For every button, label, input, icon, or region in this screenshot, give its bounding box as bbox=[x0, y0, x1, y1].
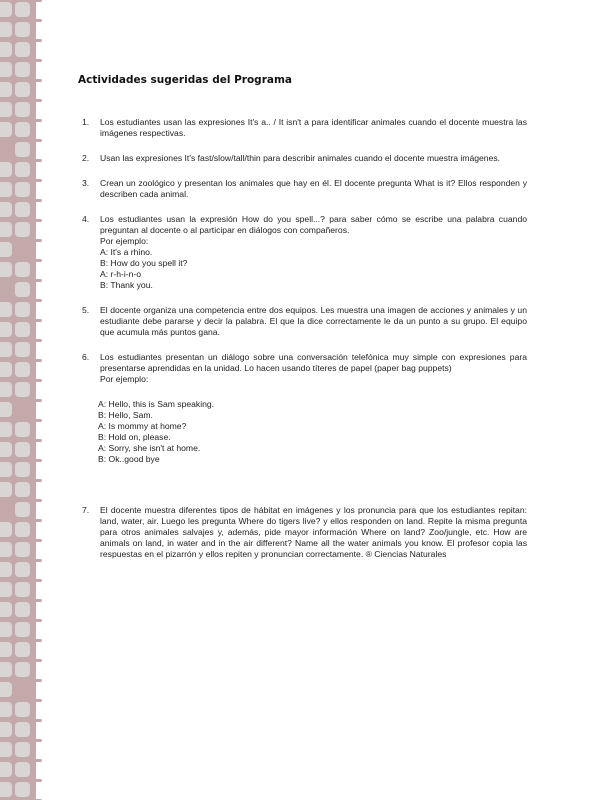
list-item bbox=[82, 305, 527, 338]
pattern-tile bbox=[0, 42, 12, 57]
pattern-tile bbox=[0, 302, 12, 317]
list-item bbox=[82, 153, 527, 164]
pattern-notch bbox=[34, 419, 42, 422]
pattern-tile bbox=[0, 442, 12, 457]
pattern-notch bbox=[34, 279, 42, 282]
pattern-tile bbox=[15, 662, 30, 677]
pattern-tile bbox=[15, 722, 30, 737]
pattern-tile bbox=[15, 2, 30, 17]
item-text: Crean un zoológico y presentan los animales que hay en él. El docente pregunta What is it? Ellos responden y describen cada animal. bbox=[100, 178, 527, 199]
pattern-notch bbox=[34, 779, 42, 782]
pattern-tile bbox=[0, 102, 12, 117]
pattern-tile bbox=[0, 222, 12, 237]
item-text: Los estudiantes usan la expresión How do you spell...? para saber cómo se escribe una palabra cuando preguntan al docente o al participar en diálogos con compañeros. bbox=[100, 214, 527, 235]
pattern-tile bbox=[0, 122, 12, 137]
pattern-tile bbox=[0, 742, 12, 757]
item-number: 6. bbox=[82, 352, 90, 362]
pattern-tile bbox=[15, 402, 30, 417]
pattern-notch bbox=[34, 99, 42, 102]
pattern-tile bbox=[0, 262, 12, 277]
pattern-tile bbox=[15, 482, 30, 497]
pattern-tile bbox=[0, 782, 12, 797]
pattern-notch bbox=[34, 39, 42, 42]
pattern-notch bbox=[34, 619, 42, 622]
pattern-tile bbox=[15, 242, 30, 257]
pattern-notch bbox=[34, 139, 42, 142]
dialog-line: B: Hello, Sam. bbox=[98, 410, 153, 420]
pattern-tile bbox=[0, 562, 12, 577]
pattern-tile bbox=[15, 562, 30, 577]
item-text: Usan las expresiones It's fast/slow/tall/thin para describir animales cuando el docente muestra imágenes. bbox=[100, 153, 501, 163]
pattern-notch bbox=[34, 59, 42, 62]
pattern-tile bbox=[15, 462, 30, 477]
pattern-notch bbox=[34, 159, 42, 162]
pattern-notch bbox=[34, 479, 42, 482]
pattern-tile bbox=[15, 22, 30, 37]
pattern-tile bbox=[15, 142, 30, 157]
pattern-tile bbox=[0, 22, 12, 37]
pattern-notch bbox=[34, 79, 42, 82]
pattern-tile bbox=[15, 322, 30, 337]
pattern-tile bbox=[0, 422, 12, 437]
pattern-tile bbox=[0, 342, 12, 357]
pattern-notch bbox=[34, 539, 42, 542]
dialog-line: A: r-h-i-n-o bbox=[100, 269, 142, 279]
pattern-tile bbox=[0, 502, 12, 517]
list-item bbox=[82, 214, 527, 291]
pattern-tile bbox=[15, 382, 30, 397]
example-label: Por ejemplo: bbox=[100, 374, 149, 384]
pattern-tile bbox=[15, 622, 30, 637]
pattern-notch bbox=[34, 599, 42, 602]
pattern-tile bbox=[15, 362, 30, 377]
pattern-tile bbox=[0, 702, 12, 717]
pattern-tile bbox=[0, 362, 12, 377]
pattern-tile bbox=[0, 462, 12, 477]
pattern-tile bbox=[0, 142, 12, 157]
dialog-line: A: Sorry, she isn't at home. bbox=[98, 443, 201, 453]
pattern-tile bbox=[15, 62, 30, 77]
pattern-tile bbox=[0, 202, 12, 217]
pattern-tile bbox=[15, 742, 30, 757]
pattern-tile bbox=[15, 122, 30, 137]
pattern-tile bbox=[15, 342, 30, 357]
list-item bbox=[82, 178, 527, 200]
item-text: El docente organiza una competencia entre dos equipos. Les muestra una imagen de acciones y animales y un estudiante debe pararse y decir la palabra. El que la dice correctamente le da un punto a su grupo. El equipo que acumula más puntos gana. bbox=[100, 305, 527, 337]
pattern-tile bbox=[0, 182, 12, 197]
example-block bbox=[98, 399, 527, 465]
pattern-tile bbox=[0, 282, 12, 297]
pattern-tile bbox=[0, 2, 12, 17]
activity-list bbox=[82, 117, 527, 560]
pattern-tile bbox=[15, 42, 30, 57]
pattern-tile bbox=[15, 542, 30, 557]
pattern-tile bbox=[15, 442, 30, 457]
dialog-line: B: Hold on, please. bbox=[98, 432, 171, 442]
pattern-notch bbox=[34, 399, 42, 402]
pattern-tile bbox=[15, 702, 30, 717]
pattern-tile bbox=[0, 622, 12, 637]
pattern-notch bbox=[34, 679, 42, 682]
pattern-tile bbox=[15, 502, 30, 517]
pattern-tile bbox=[15, 282, 30, 297]
pattern-notch bbox=[34, 199, 42, 202]
pattern-notch bbox=[34, 319, 42, 322]
pattern-notch bbox=[34, 719, 42, 722]
pattern-notch bbox=[34, 119, 42, 122]
example-label: Por ejemplo: bbox=[100, 236, 149, 246]
pattern-tile bbox=[15, 202, 30, 217]
pattern-notch bbox=[34, 359, 42, 362]
pattern-notch bbox=[34, 239, 42, 242]
item-number: 2. bbox=[82, 153, 90, 163]
pattern-tile bbox=[15, 302, 30, 317]
pattern-tile bbox=[0, 242, 12, 257]
pattern-tile bbox=[0, 602, 12, 617]
pattern-tile bbox=[0, 402, 12, 417]
pattern-tile bbox=[0, 82, 12, 97]
pattern-tile bbox=[0, 542, 12, 557]
pattern-tile bbox=[15, 682, 30, 697]
pattern-notch bbox=[34, 179, 42, 182]
pattern-notch bbox=[34, 439, 42, 442]
pattern-notch bbox=[34, 379, 42, 382]
pattern-notch bbox=[34, 0, 42, 2]
dialog-line: A: It's a rhino. bbox=[100, 247, 153, 257]
pattern-notch bbox=[34, 339, 42, 342]
pattern-tile bbox=[0, 682, 12, 697]
pattern-tile bbox=[15, 642, 30, 657]
pattern-notch bbox=[34, 759, 42, 762]
pattern-tile bbox=[15, 602, 30, 617]
pattern-tile bbox=[15, 262, 30, 277]
pattern-tile bbox=[0, 382, 12, 397]
pattern-tile bbox=[0, 522, 12, 537]
pattern-tile bbox=[15, 782, 30, 797]
pattern-notch bbox=[34, 639, 42, 642]
pattern-tile bbox=[15, 762, 30, 777]
pattern-tile bbox=[15, 522, 30, 537]
pattern-tile bbox=[15, 422, 30, 437]
page-title: Actividades sugeridas del Programa bbox=[78, 74, 292, 86]
list-item bbox=[82, 117, 527, 139]
list-item bbox=[82, 505, 527, 560]
dialog-line: A: Is mommy at home? bbox=[98, 421, 187, 431]
pattern-notch bbox=[34, 219, 42, 222]
dialog-line: B: How do you spell it? bbox=[100, 258, 188, 268]
item-number: 3. bbox=[82, 178, 90, 188]
pattern-notch bbox=[34, 19, 42, 22]
item-number: 4. bbox=[82, 214, 90, 224]
pattern-notch bbox=[34, 459, 42, 462]
pattern-tile bbox=[15, 182, 30, 197]
item-text: El docente muestra diferentes tipos de hábitat en imágenes y los pronuncia para que los estudiantes repitan: land, water, air. Luego les pregunta Where do tigers live? y ellos responden on land. Repite la misma pregunta para otros animales salvajes y, además, pide mayor información Where on land? Zoo/jungle, etc. How are animals on land, in water and in the air different? Name all the water animals you know. El profesor copia las respuestas en el pizarrón y ellos repiten y pronuncian correctamente. ® Ciencias Naturales bbox=[100, 505, 527, 559]
list-item bbox=[82, 352, 527, 465]
pattern-notch bbox=[34, 659, 42, 662]
pattern-notch bbox=[34, 739, 42, 742]
pattern-tile bbox=[0, 62, 12, 77]
pattern-notch bbox=[34, 499, 42, 502]
pattern-tile bbox=[0, 582, 12, 597]
pattern-notch bbox=[34, 699, 42, 702]
pattern-notch bbox=[34, 519, 42, 522]
item-text: Los estudiantes usan las expresiones It's a.. / It isn't a para identificar animales cuando el docente muestra las imágenes respectivas. bbox=[100, 117, 527, 138]
pattern-notch bbox=[34, 259, 42, 262]
item-number: 7. bbox=[82, 505, 90, 515]
item-number: 1. bbox=[82, 117, 90, 127]
item-text: Los estudiantes presentan un diálogo sobre una conversación telefónica muy simple con expresiones para presentarse aprendidas en la unidad. Lo hacen usando títeres de papel (paper bag puppets) bbox=[100, 352, 527, 373]
pattern-tile bbox=[0, 722, 12, 737]
pattern-notch bbox=[34, 559, 42, 562]
dialog-line: A: Hello, this is Sam speaking. bbox=[98, 399, 215, 409]
pattern-notch bbox=[34, 299, 42, 302]
decorative-side-pattern bbox=[0, 0, 42, 800]
pattern-tile bbox=[0, 662, 12, 677]
pattern-tile bbox=[0, 762, 12, 777]
pattern-notch bbox=[34, 579, 42, 582]
pattern-tile bbox=[0, 322, 12, 337]
pattern-tile bbox=[0, 162, 12, 177]
item-number: 5. bbox=[82, 305, 90, 315]
pattern-tile bbox=[15, 102, 30, 117]
pattern-tile bbox=[15, 582, 30, 597]
pattern-tile bbox=[15, 222, 30, 237]
pattern-tile bbox=[15, 82, 30, 97]
dialog-line: B: Ok..good bye bbox=[98, 454, 160, 464]
dialog-line: B: Thank you. bbox=[100, 280, 153, 290]
pattern-tile bbox=[0, 642, 12, 657]
pattern-tile bbox=[0, 482, 12, 497]
pattern-tile bbox=[15, 162, 30, 177]
example-block bbox=[100, 236, 527, 291]
